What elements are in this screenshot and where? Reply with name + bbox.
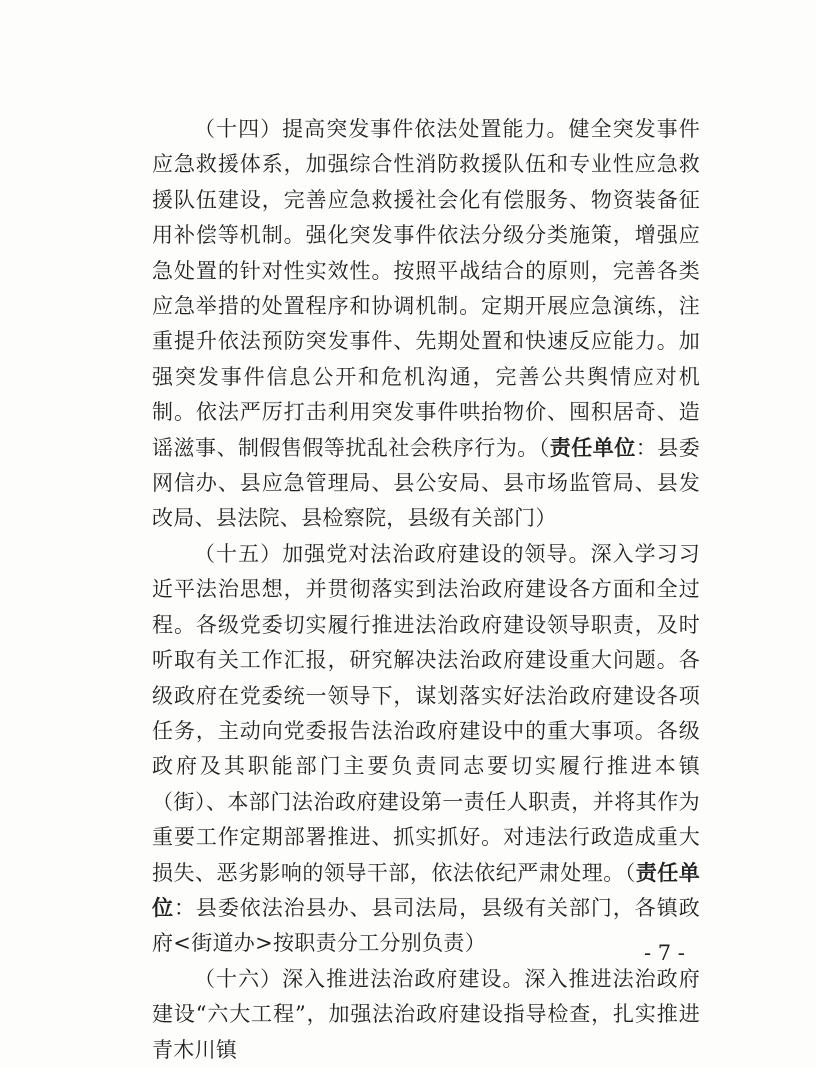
paragraph-15-text: （十五）加强党对法治政府建设的领导。深入学习习近平法治思想，并贯彻落实到法治政府建设各方面和全过程。各级党委切实履行推进法治政府建设领导职责，及时听取有关工作汇报，研究解决法治政府建设重大问题。各级政府在党委统一领导下，谋划落实好法治政府建设各项任务，主动向党委报告法治政府建设中的重大事项。各级政府及其职能部门主要负责同志要切实履行推进本镇（街）、本部门法治政府建设第一责任人职责，并将其作为重要工作定期部署推进、抓实抓好。对违法行政造成重大损失、恶劣影响的领导干部，依法依纪严肃处理。（ — [152, 541, 700, 885]
responsibility-units: ：县委网信办、县应急管理局、县公安局、县市场监管局、县发改局、县法院、县检察院，县级有关部门） — [152, 435, 700, 531]
paragraph-16 — [152, 962, 700, 1068]
responsibility-units: ：县委依法治县办、县司法局，县级有关部门，各镇政府<街道办>按职责分工分别负责） — [152, 895, 700, 956]
paragraph-14-text: （十四）提高突发事件依法处置能力。健全突发事件应急救援体系，加强综合性消防救援队伍和专业性应急救援队伍建设，完善应急救援社会化有偿服务、物资装备征用补偿等机制。强化突发事件依法分级分类施策，增强应急处置的针对性实效性。按照平战结合的原则，完善各类应急举措的处置程序和协调机制。定期开展应急演练，注重提升依法预防突发事件、先期处置和快速反应能力。加强突发事件信息公开和危机沟通，完善公共舆情应对机制。依法严厉打击利用突发事件哄抬物价、囤积居奇、造谣滋事、制假售假等扰乱社会秩序行为。（ — [152, 117, 700, 460]
paragraph-16-text: （十六）深入推进法治政府建设。深入推进法治政府建设“六大工程”，加强法治政府建设指导检查，扎实推进青木川镇 — [152, 966, 700, 1062]
paragraph-14 — [152, 112, 700, 537]
paragraph-15 — [152, 537, 700, 962]
page-body — [152, 112, 700, 1068]
page-number: - 7 - — [644, 941, 685, 965]
responsibility-label: 责任单位 — [152, 860, 700, 920]
responsibility-label: 责任单位 — [549, 435, 636, 460]
